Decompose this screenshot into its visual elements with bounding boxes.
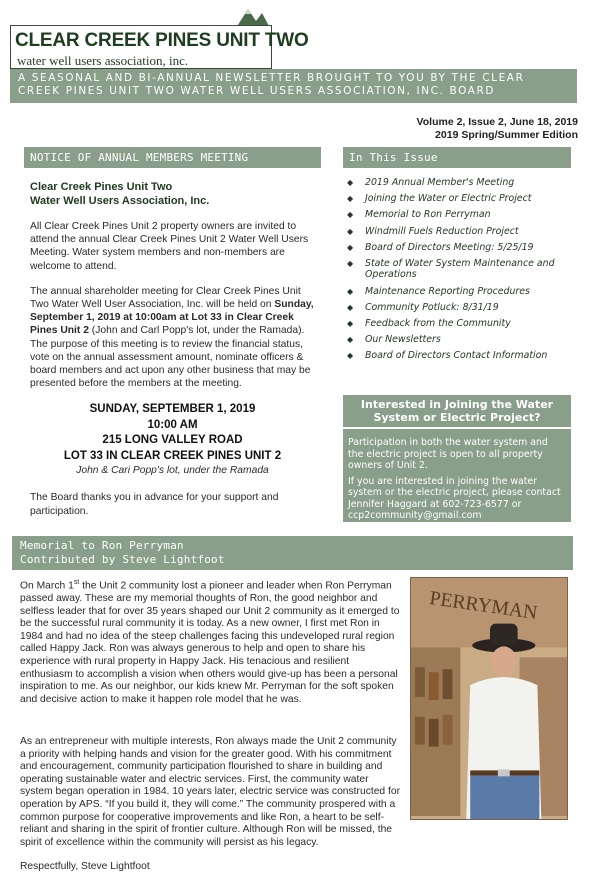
issue-item[interactable]: ◆ Board of Directors Contact Information	[347, 350, 548, 362]
diamond-bullet-icon: ◆	[347, 319, 354, 328]
memorial-paragraph-2: As an entrepreneur with multiple interests, Ron always made the Unit 2 community a priority with helping hands and vision for the greater good. With his commitment and encouragement, community participation flourished to share in building and operating sustainable water and electric services. First, the community water system began operation in 1984. 10 years later, electric service was constructed for operation by APS. “If you build it, they will come.” The community prospered with a common purpose for cooperative improvements and like Ron, a heart to be self-reliant and sharing in the spirit of frontier culture. Although Ron will be missed, the spirit of excellence within the community will persist as his legacy.	[20, 736, 401, 848]
issue-item[interactable]: ◆ Maintenance Reporting Procedures	[347, 285, 530, 297]
diamond-bullet-icon: ◆	[347, 226, 354, 236]
diamond-bullet-icon: ◆	[347, 351, 354, 361]
masthead-banner: A SEASONAL AND BI-ANNUAL NEWSLETTER BROUGHT TO YOU BY THE CLEAR CREEK PINES UNIT TWO WATER WELL USERS ASSOCIATION, INC. BOARD	[10, 69, 577, 103]
event-date: SUNDAY, SEPTEMBER 1, 2019	[89, 403, 256, 416]
diamond-bullet-icon: ◆	[347, 242, 354, 252]
join-paragraph-2: If you are interested in joining the water system or the electric project, please contact Jennifer Haggard at 602-723-6577 or ccp2community@gmail.com	[348, 475, 561, 521]
issue-item[interactable]: ◆ Windmill Fuels Reduction Project	[347, 225, 519, 237]
join-heading: Interested in Joining the Water System or Electric Project?	[343, 395, 571, 429]
masthead-logo	[10, 25, 309, 69]
memorial-byline: Contributed by Steve Lightfoot	[20, 553, 225, 566]
memorial-signoff: Respectfully, Steve Lightfoot	[20, 861, 150, 873]
diamond-bullet-icon: ◆	[347, 178, 354, 187]
issue-list	[343, 177, 571, 362]
notice-heading: NOTICE OF ANNUAL MEMBERS MEETING	[24, 147, 321, 168]
org-line-2: Water Well Users Association, Inc.	[30, 195, 210, 207]
memorial-heading-bar	[12, 536, 573, 570]
issue-info	[417, 116, 578, 142]
photo-sign-text: PERRYMAN	[428, 587, 539, 625]
edition-line: 2019 Spring/Summer Edition	[435, 129, 578, 141]
volume-line: Volume 2, Issue 2, June 18, 2019	[416, 116, 578, 128]
memorial-paragraph-1: On March 1st the Unit 2 community lost a pioneer and leader when Ron Perryman passed away. These are my memorial thoughts of Ron, the good neighbor and selfless leader that for over 35 years shaped our Unit 2 community as it emerged to be the successful rural community it is today. As a new owner, I first met Ron in 1984 and had no idea of the steep challenges facing this undeveloped rural region called Happy Jack. Ron was always generous to help and open to share his experience with rural property in Happy Jack. His tenacious and resilient enthusiasm to accomplish a vision when others would give-up has been a personal inspiration to me. As our neighbor, our kids knew Mr. Perryman for the soft spoken and decisive action to make it happen role model that he was.	[20, 579, 400, 705]
notice-closing: The Board thanks you in advance for your support and participation.	[30, 492, 279, 517]
issue-item[interactable]: ◆ Feedback from the Community	[347, 318, 511, 329]
notice-paragraph-1: All Clear Creek Pines Unit 2 property owners are invited to attend the annual Clear Creek Pines Unit 2 Water Well Users Meeting. Water system members and non-members are welcome to attend.	[30, 221, 309, 272]
issue-item[interactable]: ◆ Our Newsletters	[347, 334, 441, 346]
issue-item[interactable]: ◆ Memorial to Ron Perryman	[347, 209, 491, 221]
diamond-bullet-icon: ◆	[347, 302, 354, 312]
diamond-bullet-icon: ◆	[347, 335, 354, 345]
logo-title: CLEAR CREEK PINES UNIT TWO	[15, 30, 309, 51]
event-address: 215 LONG VALLEY ROAD	[102, 434, 243, 447]
memorial-heading: Memorial to Ron Perryman	[20, 539, 184, 552]
notice-paragraph-2	[30, 285, 321, 391]
org-line-1: Clear Creek Pines Unit Two	[30, 181, 173, 193]
diamond-bullet-icon: ◆	[347, 258, 354, 268]
join-paragraph-1: Participation in both the water system and the electric project is open to all property owners of Unit 2.	[348, 437, 548, 471]
logo-subtitle: water well users association, inc.	[17, 53, 189, 68]
notice-p2-bold: Sunday, September 1, 2019 at 10:00am at Lot 33 in Clear Creek Pines Unit 2	[30, 299, 314, 337]
issue-item[interactable]: ◆ Board of Directors Meeting: 5/25/19	[347, 241, 534, 253]
issue-item[interactable]: ◆ State of Water System Maintenance and Operations	[347, 257, 555, 281]
notice-p2-start: The annual shareholder meeting for Clear Creek Pines Unit Two Water Well User Association, Inc. will be held on	[30, 285, 301, 311]
event-lot: LOT 33 IN CLEAR CREEK PINES UNIT 2	[63, 449, 282, 462]
join-text	[343, 429, 571, 522]
diamond-bullet-icon: ◆	[347, 194, 354, 204]
notice-org	[30, 180, 321, 208]
memorial-text	[20, 577, 403, 718]
diamond-bullet-icon: ◆	[347, 286, 354, 296]
issue-item[interactable]: ◆ Community Potluck: 8/31/19	[347, 301, 499, 313]
event-time: 10:00 AM	[147, 418, 198, 431]
notice-section	[24, 147, 321, 518]
sidebar	[343, 147, 571, 521]
ron-perryman-photo	[410, 577, 568, 820]
in-this-issue-heading: In This Issue	[343, 147, 571, 168]
diamond-bullet-icon: ◆	[347, 210, 354, 220]
issue-item[interactable]: ◆ Joining the Water or Electric Project	[347, 193, 532, 205]
join-box	[343, 395, 571, 522]
notice-p2-end: (John and Carl Popp's lot, under the Ramada). The purpose of this meeting is to review the financial status, vote on the annual assessment amount, nominate officers & board members and act upon any other business that may be presented before the members at the meeting.	[30, 325, 311, 390]
event-note: John & Cari Popp's lot, under the Ramada	[76, 465, 269, 477]
event-block	[24, 402, 321, 464]
issue-item[interactable]: ◆ 2019 Annual Member's Meeting	[347, 177, 515, 188]
